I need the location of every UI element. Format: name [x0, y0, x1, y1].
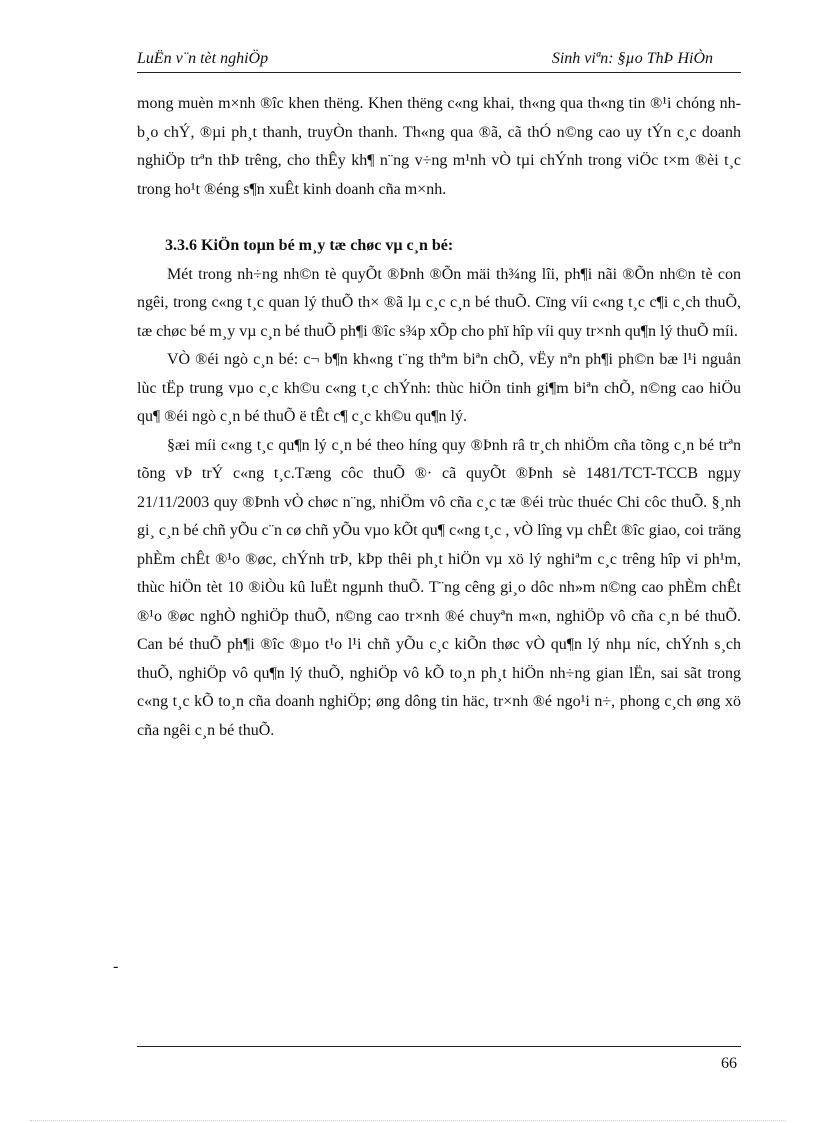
paragraph-2: Mét trong nh÷ng nh©n tè quyÕt ®Þnh ®Õn mäi th¾ng lîi, ph¶i nãi ®Õn nh©n tè con ngêi, trong c«ng t¸c quan lý thuÕ th× ®ã lµ c¸c c¸n bé thuÕ. Cïng víi c«ng t¸c c¶i c¸ch thuÕ, tæ chøc bé m¸y vµ c¸n bé thuÕ ph¶i ®îc s¾p xÕp cho phï hîp víi quy tr×nh qu¶n lý thuÕ míi. [137, 265, 741, 340]
page-number: 66 [721, 1055, 737, 1072]
body-text [137, 90, 741, 745]
header-thesis-title: LuËn v¨n tèt nghiÖp [137, 50, 269, 67]
page-header [137, 50, 741, 73]
paragraph-3: VÒ ®éi ngò c¸n bé: c¬ b¶n kh«ng t¨ng thªm biªn chÕ, vËy nªn ph¶i ph©n bæ l¹i nguån lùc tËp trung vµo c¸c kh©u c«ng t¸c chÝnh: thùc hiÖn tinh gi¶m biªn chÕ, n©ng cao hiÖu qu¶ ®éi ngò c¸n bé thuÕ ë tÊt c¶ c¸c kh©u qu¶n lý. [137, 351, 741, 425]
page-footer [137, 1046, 741, 1072]
section-heading: 3.3.6 KiÖn toµn bé m¸y tæ chøc vµ c¸n bé: [165, 237, 454, 254]
paragraph-1: mong muèn m×nh ®îc khen thëng. Khen thëng c«ng khai, th«ng qua th«ng tin ®¹i chóng nh b¸o chÝ, ®µi ph¸t thanh, truyÒn thanh. Th«ng qua ®ã, cã thÓ n©ng cao uy tÝn c¸c doanh nghiÖp trªn thÞ trêng, cho thÊy kh¶ n¨ng v÷ng m¹nh vÒ tµi chÝnh trong viÖc t×m ®èi t¸c trong ho¹t ®éng s¶n xuÊt kinh doanh cña m×nh. [137, 95, 741, 198]
page-bottom-dotted-line [30, 1120, 786, 1121]
paragraph-4: §æi míi c«ng t¸c qu¶n lý c¸n bé theo híng quy ®Þnh râ tr¸ch nhiÖm cña tõng c¸n bé trªn tõng vÞ trÝ c«ng t¸c.Tæng côc thuÕ ®· cã quyÕt ®Þnh sè 1481/TCT-TCCB ngµy 21/11/2003 quy ®Þnh vÒ chøc n¨ng, nhiÖm vô cña c¸c tæ ®éi trùc thuéc Chi côc thuÕ. §¸nh gi¸ c¸n bé chñ yÕu c¨n cø chñ yÕu vµo kÕt qu¶ c«ng t¸c , vÒ lîng vµ chÊt ®îc giao, coi träng phÈm chÊt ®¹o ®øc, chÝnh trÞ, kÞp thêi ph¸t hiÖn vµ xö lý nghiªm c¸c trêng hîp vi ph¹m, thùc hiÖn tèt 10 ®iÒu kû luËt ngµnh thuÕ. T¨ng cêng gi¸o dôc nh»m n©ng cao phÈm chÊt ®¹o ®øc nghÒ nghiÖp thuÕ, n©ng cao tr×nh ®é chuyªn m«n, nghiÖp vô cña c¸n bé thuÕ. Can bé thuÕ ph¶i ®îc ®µo t¹o l¹i chñ yÕu c¸c kiÕn thøc vÒ qu¶n lý nhµ níc, chÝnh s¸ch thuÕ, nghiÖp vô qu¶n lý thuÕ, nghiÖp vô kÕ to¸n ph¸t hiÖn nh÷ng gian lËn, sai sãt trong c«ng t¸c kÕ to¸n cña doanh nghiÖp; øng dông tin häc, tr×nh ®é ngo¹i n÷, phong c¸ch øng xö cña ngêi c¸n bé thuÕ. [137, 436, 741, 739]
header-student-name: Sinh viªn: §µo ThÞ HiÒn [551, 50, 713, 67]
margin-dash: - [113, 958, 119, 975]
